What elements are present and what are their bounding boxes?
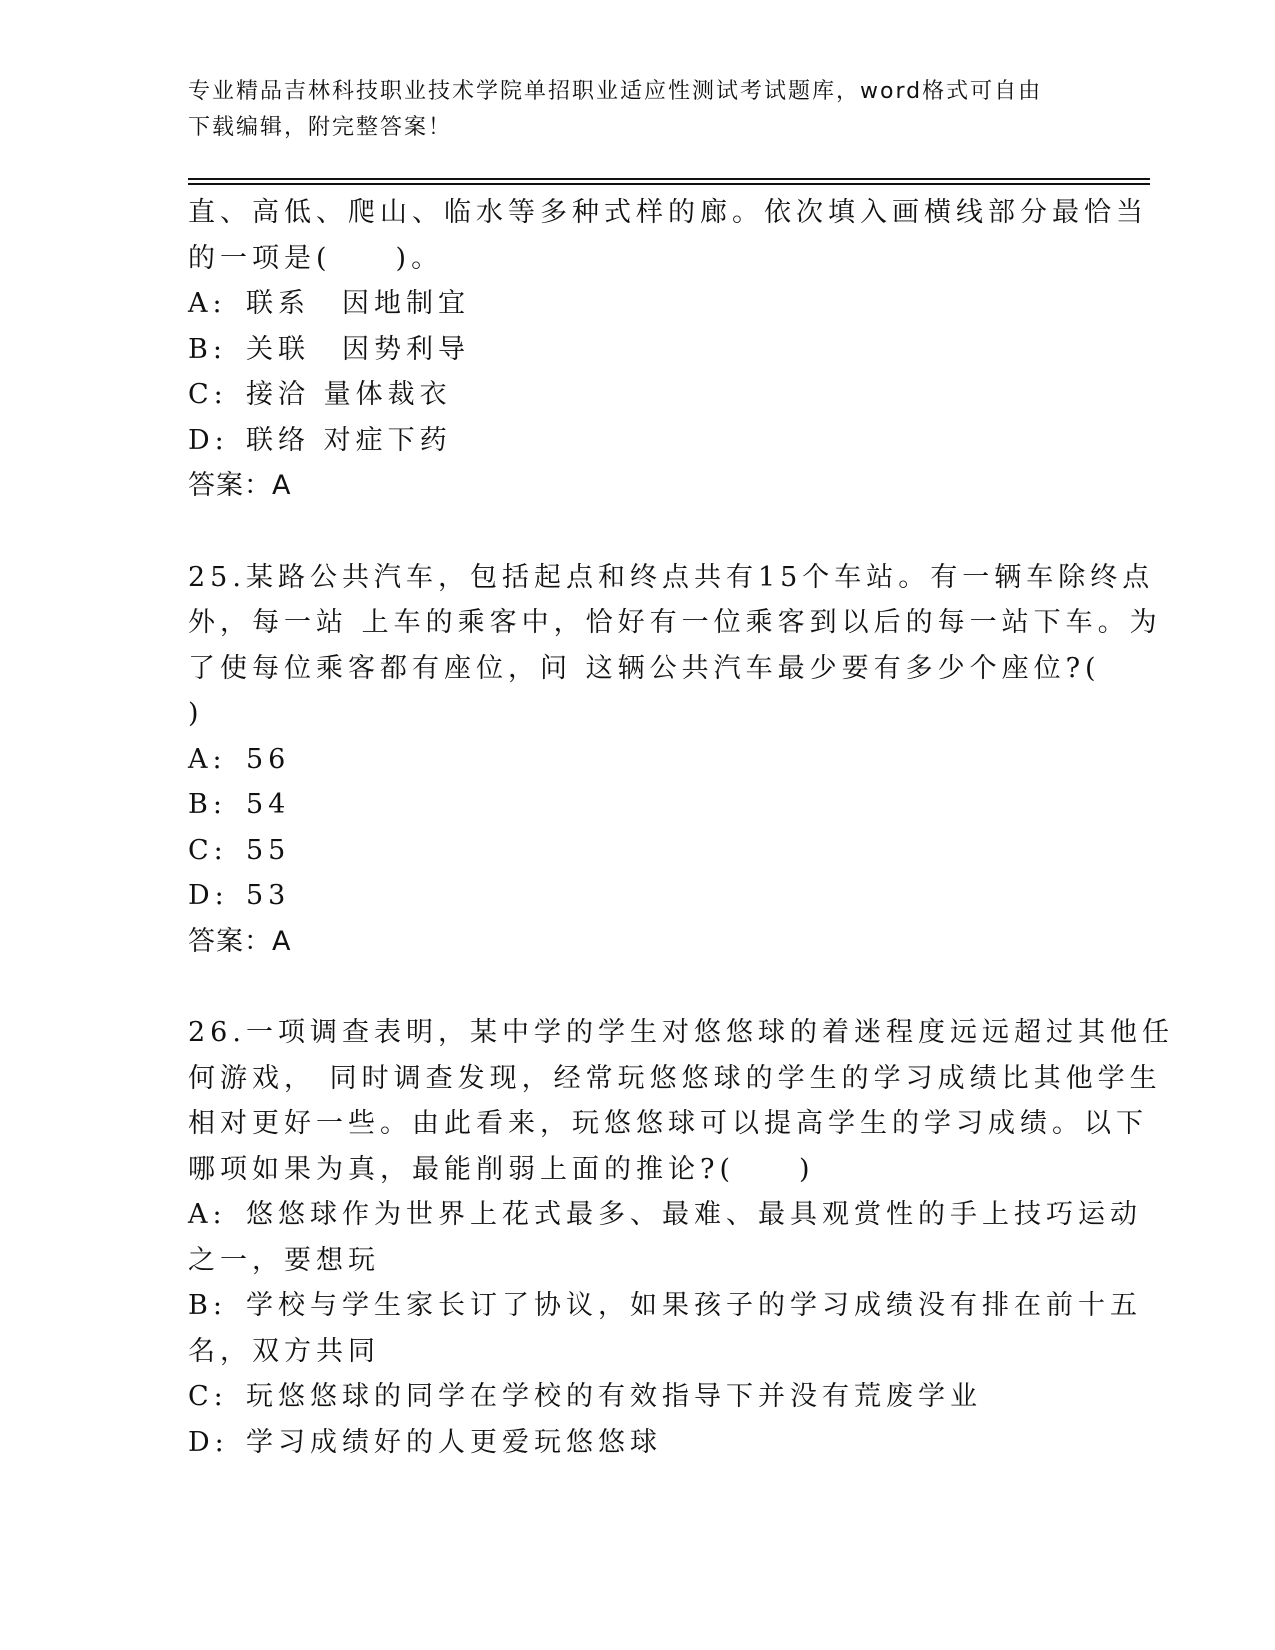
q25-option-a: [188, 737, 1088, 783]
q26-option-c: [188, 1374, 1088, 1420]
q25-option-b: [188, 782, 1088, 828]
option-text: 54: [246, 789, 291, 820]
spacer: [188, 964, 1088, 1010]
q24-continuation-line-1: 直、高低、爬山、临水等多种式样的廊。依次填入画横线部分最恰当: [188, 197, 1148, 228]
option-text: 联系 因地制宜: [246, 288, 470, 319]
q24-answer: 答案：A: [188, 470, 292, 501]
header-divider-top: [188, 178, 1150, 180]
q26-option-d: [188, 1420, 1088, 1466]
q26-stem-line-1: 26.一项调查表明，某中学的学生对悠悠球的着迷程度远远超过其他任: [188, 1017, 1174, 1048]
header-divider-bottom: [188, 183, 1150, 185]
q25-answer: 答案：A: [188, 925, 292, 957]
q25-stem-line-2: 外，每一站 上车的乘客中，恰好有一位乘客到以后的每一站下车。为: [188, 607, 1162, 638]
option-text: 玩悠悠球的同学在学校的有效指导下并没有荒废学业: [246, 1381, 982, 1412]
question-content: [188, 190, 1174, 1465]
option-label: B:: [188, 789, 227, 820]
header-line-1: 专业精品吉林科技职业技术学院单招职业适应性测试考试题库，word格式可自由: [188, 79, 1043, 104]
q26-option-a-wrap: 之一，要想玩: [188, 1244, 380, 1276]
q26-stem-line-4: 哪项如果为真，最能削弱上面的推论?( ): [188, 1153, 815, 1185]
option-text: 55: [246, 834, 291, 866]
q25-stem-line-3: 了使每位乘客都有座位，问 这辆公共汽车最少要有多少个座位?(: [188, 652, 1101, 684]
q26-stem-line-2: 何游戏， 同时调查发现，经常玩悠悠球的学生的学习成绩比其他学生: [188, 1062, 1162, 1094]
option-text: 关联 因势利导: [246, 333, 470, 365]
option-label: D:: [188, 880, 229, 911]
q25-stem-line-4: ): [188, 698, 204, 729]
option-label: A:: [188, 743, 227, 775]
option-text: 联络 对症下药: [246, 424, 452, 456]
option-text: 学校与学生家长订了协议，如果孩子的学习成绩没有排在前十五: [246, 1290, 1142, 1321]
q26-stem-line-3: 相对更好一些。由此看来，玩悠悠球可以提高学生的学习成绩。以下: [188, 1108, 1148, 1139]
q26-option-a: [188, 1192, 1142, 1238]
option-label: C:: [188, 379, 228, 410]
option-text: 学习成绩好的人更爱玩悠悠球: [246, 1426, 662, 1458]
option-label: C:: [188, 1381, 228, 1412]
q24-option-d: [188, 418, 1088, 464]
option-text: 接洽 量体裁衣: [246, 379, 452, 410]
q24-option-c: [188, 372, 1088, 418]
q24-continuation-line-2: 的一项是( )。: [188, 242, 444, 274]
option-label: A:: [188, 288, 227, 319]
option-label: D:: [188, 424, 229, 456]
option-label: D:: [188, 1426, 229, 1458]
option-label: B:: [188, 1290, 227, 1321]
q26-option-b: [188, 1283, 1142, 1329]
q25-stem-line-1: 25.某路公共汽车，包括起点和终点共有15个车站。有一辆车除终点: [188, 561, 1155, 593]
option-label: B:: [188, 333, 227, 365]
q25-option-d: [188, 873, 1088, 919]
spacer: [188, 509, 1088, 555]
page-header: [188, 74, 1068, 146]
option-label: C:: [188, 834, 228, 866]
q24-option-a: [188, 281, 1088, 327]
q26-option-b-wrap: 名，双方共同: [188, 1335, 380, 1367]
q24-option-b: [188, 327, 1088, 373]
option-text: 悠悠球作为世界上花式最多、最难、最具观赏性的手上技巧运动: [246, 1199, 1142, 1230]
header-line-2: 下载编辑，附完整答案！: [188, 115, 453, 140]
q25-option-c: [188, 828, 1088, 874]
option-label: A:: [188, 1199, 227, 1230]
option-text: 56: [246, 743, 291, 775]
option-text: 53: [246, 880, 291, 911]
